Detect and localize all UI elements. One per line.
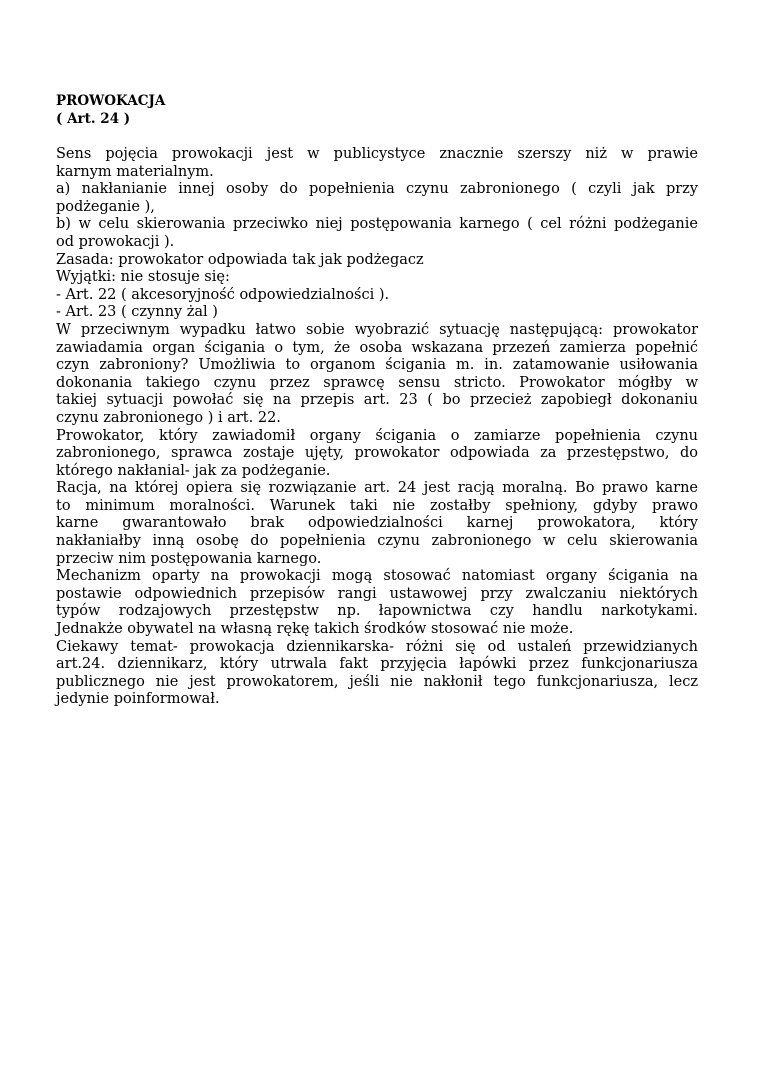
text-line: takiej sytuacji powołać się na przepis art. 23 ( bo przecież zapobiegł dokonaniu (56, 392, 698, 409)
document-page (56, 92, 698, 709)
text-line: czyn zabroniony? Umożliwia to organom ścigania m. in. zatamowanie usiłowania (56, 357, 698, 374)
text-line: a) nakłanianie innej osoby do popełnienia czynu zabronionego ( czyli jak przy (56, 181, 698, 198)
text-line: to minimum moralności. Warunek taki nie zostałby spełniony, gdyby prawo (56, 497, 698, 514)
text-line: - Art. 23 ( czynny żal ) (56, 304, 218, 321)
text-line: od prowokacji ). (56, 233, 175, 250)
spacer (56, 128, 698, 146)
text-line: karne gwarantowało brak odpowiedzialności karnej prowokatora, który (56, 515, 698, 532)
text-line: typów rodzajowych przestępstw np. łapownictwa czy handlu narkotykami. (56, 603, 698, 620)
text-line: zabronionego, sprawca zostaje ujęty, prowokator odpowiada za przestępstwo, do (56, 445, 698, 462)
text-line: publicznego nie jest prowokatorem, jeśli nie nakłonił tego funkcjonariusza, lecz (56, 673, 698, 690)
text-line: podżeganie ), (56, 198, 155, 215)
text-line: Mechanizm oparty na prowokacji mogą stosować natomiast organy ścigania na (56, 568, 698, 585)
text-line: Wyjątki: nie stosuje się: (56, 269, 230, 286)
text-line: Zasada: prowokator odpowiada tak jak podżegacz (56, 251, 424, 268)
text-line: b) w celu skierowania przeciwko niej postępowania karnego ( cel różni podżeganie (56, 216, 698, 233)
text-line: nakłaniałby inną osobę do popełnienia czynu zabronionego w celu skierowania (56, 533, 698, 550)
text-line: dokonania takiego czynu przez sprawcę sensu stricto. Prowokator mógłby w (56, 374, 698, 391)
text-line: W przeciwnym wypadku łatwo sobie wyobrazić sytuację następującą: prowokator (56, 321, 698, 338)
text-line: zawiadamia organ ścigania o tym, że osoba wskazana przezeń zamierza popełnić (56, 339, 698, 356)
text-line: którego nakłanial- jak za podżeganie. (56, 462, 331, 479)
text-line: postawie odpowiednich przepisów rangi ustawowej przy zwalczaniu niektórych (56, 585, 698, 602)
text-line: jedynie poinformował. (56, 691, 220, 708)
text-line: Jednakże obywatel na własną rękę takich środków stosować nie może. (56, 621, 574, 638)
text-line: - Art. 22 ( akcesoryjność odpowiedzialności ). (56, 286, 390, 303)
document-body (56, 146, 698, 709)
text-line: Sens pojęcia prowokacji jest w publicystyce znacznie szerszy niż w prawie (56, 146, 698, 162)
document-subtitle: ( Art. 24 ) (56, 111, 131, 127)
text-line: Prowokator, który zawiadomił organy ścigania o zamiarze popełnienia czynu (56, 427, 698, 444)
text-line: czynu zabronionego ) i art. 22. (56, 409, 281, 426)
text-line: Ciekawy temat- prowokacja dziennikarska- różni się od ustaleń przewidzianych (56, 638, 698, 655)
text-line: karnym materialnym. (56, 163, 214, 180)
text-line: art.24. dziennikarz, który utrwala fakt przyjęcia łapówki przez funkcjonariusza (56, 656, 698, 673)
text-line: przeciw nim postępowania karnego. (56, 550, 322, 567)
text-line: Racja, na której opiera się rozwiązanie art. 24 jest racją moralną. Bo prawo karne (56, 480, 698, 497)
document-title: PROWOKACJA (56, 93, 166, 109)
